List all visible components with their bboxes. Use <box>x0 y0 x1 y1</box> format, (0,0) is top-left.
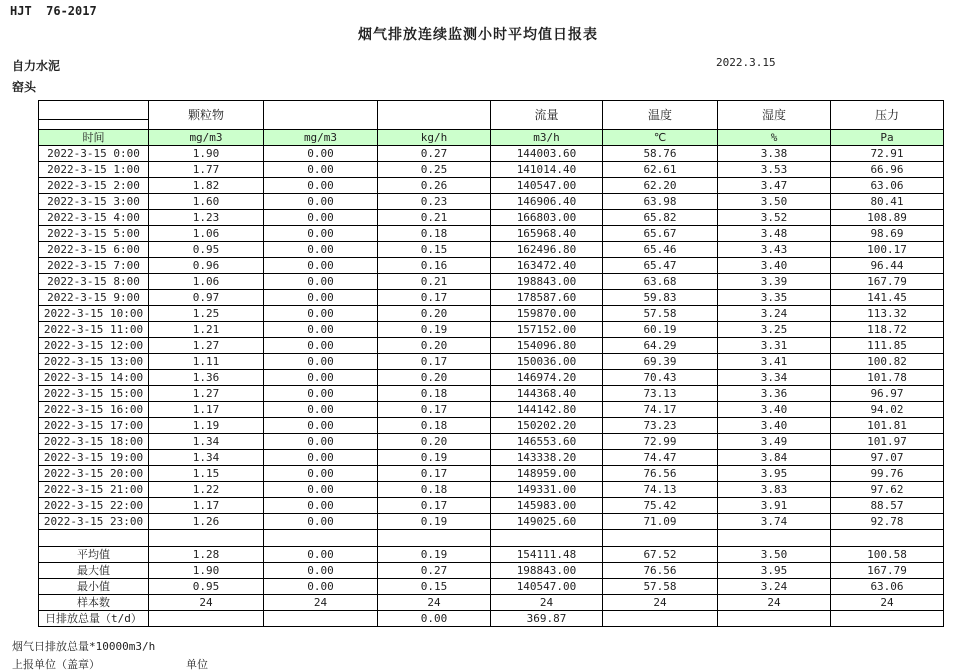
value-cell: 65.47 <box>603 258 718 274</box>
value-cell: 3.47 <box>718 178 831 194</box>
value-cell: 3.48 <box>718 226 831 242</box>
table-row <box>39 418 944 434</box>
value-cell: 140547.00 <box>491 579 603 595</box>
value-cell: 0.00 <box>264 386 378 402</box>
value-cell: 0.19 <box>378 450 491 466</box>
value-cell: 0.00 <box>264 322 378 338</box>
value-cell: 148959.00 <box>491 466 603 482</box>
value-cell: 1.15 <box>149 466 264 482</box>
value-cell: 71.09 <box>603 514 718 530</box>
value-cell: 1.34 <box>149 450 264 466</box>
value-cell: 1.06 <box>149 274 264 290</box>
value-cell: 24 <box>491 595 603 611</box>
value-cell: 97.62 <box>831 482 944 498</box>
unit-header-row <box>39 130 944 146</box>
value-cell: 0.19 <box>378 514 491 530</box>
row-label-cell: 日排放总量（t/d） <box>39 611 149 627</box>
row-label-cell: 2022-3-15 19:00 <box>39 450 149 466</box>
value-cell: 141.45 <box>831 290 944 306</box>
value-cell: 0.19 <box>378 547 491 563</box>
value-cell: 3.74 <box>718 514 831 530</box>
value-cell <box>831 530 944 547</box>
table-row <box>39 370 944 386</box>
value-cell: 0.95 <box>149 579 264 595</box>
value-cell: 1.21 <box>149 322 264 338</box>
row-label-cell: 2022-3-15 10:00 <box>39 306 149 322</box>
value-cell: 74.13 <box>603 482 718 498</box>
value-cell: 154111.48 <box>491 547 603 563</box>
value-cell: 149331.00 <box>491 482 603 498</box>
table-row <box>39 434 944 450</box>
value-cell: 140547.00 <box>491 178 603 194</box>
company-name: 自力水泥 <box>12 59 61 73</box>
value-cell: 3.95 <box>718 563 831 579</box>
table-row <box>39 306 944 322</box>
value-cell: 0.00 <box>264 434 378 450</box>
row-label-cell: 2022-3-15 13:00 <box>39 354 149 370</box>
value-cell: 163472.40 <box>491 258 603 274</box>
row-label-cell: 2022-3-15 4:00 <box>39 210 149 226</box>
value-cell: 66.96 <box>831 162 944 178</box>
value-cell: 369.87 <box>491 611 603 627</box>
value-cell: 111.85 <box>831 338 944 354</box>
spacer-row <box>39 530 944 547</box>
row-label-cell: 2022-3-15 2:00 <box>39 178 149 194</box>
value-cell: 3.34 <box>718 370 831 386</box>
group-header-row <box>39 101 944 120</box>
value-cell: 98.69 <box>831 226 944 242</box>
value-cell: 100.17 <box>831 242 944 258</box>
value-cell <box>149 611 264 627</box>
value-cell: 67.52 <box>603 547 718 563</box>
value-cell: 108.89 <box>831 210 944 226</box>
value-cell: 178587.60 <box>491 290 603 306</box>
table-row <box>39 146 944 162</box>
value-cell: 145983.00 <box>491 498 603 514</box>
row-label-cell: 2022-3-15 3:00 <box>39 194 149 210</box>
table-row <box>39 338 944 354</box>
table-row <box>39 242 944 258</box>
column-group-empty-1 <box>264 101 378 130</box>
table-row <box>39 322 944 338</box>
value-cell: 0.25 <box>378 162 491 178</box>
value-cell: 3.35 <box>718 290 831 306</box>
table-row <box>39 226 944 242</box>
value-cell: 3.24 <box>718 579 831 595</box>
value-cell: 0.00 <box>264 146 378 162</box>
report-table <box>38 100 944 627</box>
value-cell: 24 <box>264 595 378 611</box>
row-label-cell: 最大值 <box>39 563 149 579</box>
value-cell: 3.83 <box>718 482 831 498</box>
value-cell: 0.17 <box>378 466 491 482</box>
column-header-unit-mg2: mg/m3 <box>264 130 378 146</box>
value-cell: 149025.60 <box>491 514 603 530</box>
value-cell: 1.26 <box>149 514 264 530</box>
value-cell <box>491 530 603 547</box>
value-cell: 159870.00 <box>491 306 603 322</box>
value-cell: 0.26 <box>378 178 491 194</box>
value-cell <box>264 611 378 627</box>
column-header-unit-percent: % <box>718 130 831 146</box>
table-row <box>39 354 944 370</box>
value-cell: 75.42 <box>603 498 718 514</box>
value-cell: 0.16 <box>378 258 491 274</box>
value-cell: 0.95 <box>149 242 264 258</box>
doc-code: HJT 76-2017 <box>10 4 97 18</box>
value-cell: 0.00 <box>378 611 491 627</box>
value-cell: 3.24 <box>718 306 831 322</box>
value-cell: 0.18 <box>378 482 491 498</box>
value-cell <box>718 611 831 627</box>
value-cell: 0.00 <box>264 402 378 418</box>
value-cell: 167.79 <box>831 274 944 290</box>
value-cell: 60.19 <box>603 322 718 338</box>
value-cell: 1.77 <box>149 162 264 178</box>
value-cell: 100.82 <box>831 354 944 370</box>
value-cell: 167.79 <box>831 563 944 579</box>
value-cell: 1.25 <box>149 306 264 322</box>
value-cell: 63.06 <box>831 579 944 595</box>
value-cell: 3.36 <box>718 386 831 402</box>
value-cell: 1.90 <box>149 563 264 579</box>
value-cell: 0.18 <box>378 226 491 242</box>
value-cell: 0.23 <box>378 194 491 210</box>
value-cell: 99.76 <box>831 466 944 482</box>
value-cell: 150036.00 <box>491 354 603 370</box>
value-cell: 3.53 <box>718 162 831 178</box>
value-cell: 97.07 <box>831 450 944 466</box>
value-cell: 0.00 <box>264 242 378 258</box>
summary-row <box>39 611 944 627</box>
value-cell: 0.27 <box>378 146 491 162</box>
value-cell: 3.84 <box>718 450 831 466</box>
time-header-bottom-cell <box>39 120 149 130</box>
value-cell: 69.39 <box>603 354 718 370</box>
row-label-cell: 2022-3-15 0:00 <box>39 146 149 162</box>
row-label-cell: 2022-3-15 9:00 <box>39 290 149 306</box>
value-cell: 3.49 <box>718 434 831 450</box>
value-cell: 143338.20 <box>491 450 603 466</box>
value-cell <box>603 611 718 627</box>
footer-report-unit-label: 上报单位（盖章） <box>12 658 100 671</box>
value-cell <box>831 611 944 627</box>
column-header-unit-pa: Pa <box>831 130 944 146</box>
value-cell: 0.21 <box>378 274 491 290</box>
value-cell: 144368.40 <box>491 386 603 402</box>
value-cell: 0.27 <box>378 563 491 579</box>
row-label-cell: 2022-3-15 6:00 <box>39 242 149 258</box>
value-cell: 0.96 <box>149 258 264 274</box>
value-cell: 92.78 <box>831 514 944 530</box>
row-label-cell: 2022-3-15 15:00 <box>39 386 149 402</box>
table-row <box>39 482 944 498</box>
value-cell: 3.40 <box>718 418 831 434</box>
value-cell: 63.06 <box>831 178 944 194</box>
summary-row <box>39 547 944 563</box>
table-row <box>39 194 944 210</box>
row-label-cell: 2022-3-15 1:00 <box>39 162 149 178</box>
value-cell: 144003.60 <box>491 146 603 162</box>
value-cell <box>149 530 264 547</box>
value-cell: 24 <box>831 595 944 611</box>
table-row <box>39 162 944 178</box>
value-cell: 0.00 <box>264 579 378 595</box>
value-cell: 0.20 <box>378 434 491 450</box>
value-cell: 0.17 <box>378 290 491 306</box>
value-cell: 65.82 <box>603 210 718 226</box>
value-cell: 1.34 <box>149 434 264 450</box>
column-group-particulate: 颗粒物 <box>149 101 264 130</box>
value-cell: 72.91 <box>831 146 944 162</box>
value-cell: 165968.40 <box>491 226 603 242</box>
value-cell: 80.41 <box>831 194 944 210</box>
value-cell: 0.00 <box>264 178 378 194</box>
value-cell: 100.58 <box>831 547 944 563</box>
table-row <box>39 290 944 306</box>
value-cell: 198843.00 <box>491 563 603 579</box>
value-cell: 3.25 <box>718 322 831 338</box>
value-cell: 154096.80 <box>491 338 603 354</box>
value-cell: 63.98 <box>603 194 718 210</box>
value-cell: 96.97 <box>831 386 944 402</box>
value-cell: 0.19 <box>378 322 491 338</box>
value-cell: 64.29 <box>603 338 718 354</box>
value-cell: 113.32 <box>831 306 944 322</box>
value-cell: 3.31 <box>718 338 831 354</box>
value-cell: 65.46 <box>603 242 718 258</box>
value-cell: 101.97 <box>831 434 944 450</box>
column-header-unit-celsius: ℃ <box>603 130 718 146</box>
value-cell: 0.00 <box>264 290 378 306</box>
value-cell: 144142.80 <box>491 402 603 418</box>
row-label-cell: 最小值 <box>39 579 149 595</box>
column-group-humidity: 湿度 <box>718 101 831 130</box>
value-cell: 58.76 <box>603 146 718 162</box>
row-label-cell: 平均值 <box>39 547 149 563</box>
value-cell: 3.95 <box>718 466 831 482</box>
row-label-cell: 2022-3-15 21:00 <box>39 482 149 498</box>
value-cell: 1.17 <box>149 498 264 514</box>
value-cell: 1.36 <box>149 370 264 386</box>
table-row <box>39 466 944 482</box>
value-cell: 0.20 <box>378 370 491 386</box>
value-cell: 1.17 <box>149 402 264 418</box>
value-cell: 162496.80 <box>491 242 603 258</box>
row-label-cell: 2022-3-15 20:00 <box>39 466 149 482</box>
value-cell: 94.02 <box>831 402 944 418</box>
value-cell: 0.00 <box>264 274 378 290</box>
value-cell: 1.19 <box>149 418 264 434</box>
value-cell: 3.50 <box>718 547 831 563</box>
value-cell: 1.28 <box>149 547 264 563</box>
value-cell: 65.67 <box>603 226 718 242</box>
value-cell: 146906.40 <box>491 194 603 210</box>
time-header-top-cell <box>39 101 149 120</box>
value-cell: 1.23 <box>149 210 264 226</box>
value-cell: 198843.00 <box>491 274 603 290</box>
value-cell: 24 <box>718 595 831 611</box>
value-cell: 0.00 <box>264 498 378 514</box>
row-label-cell: 样本数 <box>39 595 149 611</box>
value-cell <box>718 530 831 547</box>
value-cell: 0.00 <box>264 210 378 226</box>
value-cell: 73.13 <box>603 386 718 402</box>
value-cell: 3.52 <box>718 210 831 226</box>
column-header-time: 时间 <box>39 130 149 146</box>
value-cell: 72.99 <box>603 434 718 450</box>
value-cell: 3.39 <box>718 274 831 290</box>
value-cell: 74.17 <box>603 402 718 418</box>
value-cell: 3.41 <box>718 354 831 370</box>
value-cell: 0.00 <box>264 306 378 322</box>
table-row <box>39 498 944 514</box>
row-label-cell: 2022-3-15 23:00 <box>39 514 149 530</box>
table-row <box>39 210 944 226</box>
value-cell: 0.97 <box>149 290 264 306</box>
value-cell: 1.27 <box>149 338 264 354</box>
column-group-flow: 流量 <box>491 101 603 130</box>
value-cell: 0.17 <box>378 498 491 514</box>
value-cell: 3.40 <box>718 258 831 274</box>
table-row <box>39 178 944 194</box>
value-cell: 150202.20 <box>491 418 603 434</box>
table-row <box>39 386 944 402</box>
table-row <box>39 258 944 274</box>
table-row <box>39 274 944 290</box>
value-cell: 0.18 <box>378 418 491 434</box>
footer-unit-label: 单位 <box>186 658 208 671</box>
value-cell: 1.11 <box>149 354 264 370</box>
value-cell: 73.23 <box>603 418 718 434</box>
table-row <box>39 402 944 418</box>
station-name: 窑头 <box>12 80 37 94</box>
value-cell: 1.22 <box>149 482 264 498</box>
value-cell: 70.43 <box>603 370 718 386</box>
value-cell: 0.00 <box>264 482 378 498</box>
value-cell: 0.21 <box>378 210 491 226</box>
table-row <box>39 450 944 466</box>
value-cell: 62.20 <box>603 178 718 194</box>
value-cell: 3.43 <box>718 242 831 258</box>
table-row <box>39 514 944 530</box>
value-cell: 1.82 <box>149 178 264 194</box>
value-cell: 0.00 <box>264 162 378 178</box>
value-cell: 0.00 <box>264 194 378 210</box>
value-cell: 24 <box>603 595 718 611</box>
column-header-unit-kgh: kg/h <box>378 130 491 146</box>
column-group-empty-2 <box>378 101 491 130</box>
value-cell: 1.60 <box>149 194 264 210</box>
value-cell: 3.38 <box>718 146 831 162</box>
row-label-cell: 2022-3-15 17:00 <box>39 418 149 434</box>
value-cell: 0.00 <box>264 547 378 563</box>
report-date: 2022.3.15 <box>716 56 776 69</box>
value-cell: 0.15 <box>378 242 491 258</box>
value-cell: 76.56 <box>603 466 718 482</box>
value-cell <box>603 530 718 547</box>
value-cell: 0.00 <box>264 418 378 434</box>
row-label-cell: 2022-3-15 7:00 <box>39 258 149 274</box>
value-cell: 0.00 <box>264 258 378 274</box>
row-label-cell: 2022-3-15 8:00 <box>39 274 149 290</box>
row-label-cell: 2022-3-15 5:00 <box>39 226 149 242</box>
value-cell: 118.72 <box>831 322 944 338</box>
value-cell: 63.68 <box>603 274 718 290</box>
value-cell: 88.57 <box>831 498 944 514</box>
value-cell: 0.00 <box>264 226 378 242</box>
value-cell: 57.58 <box>603 579 718 595</box>
value-cell: 0.00 <box>264 354 378 370</box>
value-cell: 3.91 <box>718 498 831 514</box>
summary-row <box>39 595 944 611</box>
footer-note: 烟气日排放总量*10000m3/h <box>12 640 156 653</box>
value-cell: 74.47 <box>603 450 718 466</box>
row-label-cell <box>39 530 149 547</box>
value-cell: 146553.60 <box>491 434 603 450</box>
value-cell: 3.50 <box>718 194 831 210</box>
value-cell <box>264 530 378 547</box>
summary-row <box>39 579 944 595</box>
value-cell: 24 <box>149 595 264 611</box>
value-cell: 1.90 <box>149 146 264 162</box>
column-header-unit-mg1: mg/m3 <box>149 130 264 146</box>
value-cell: 157152.00 <box>491 322 603 338</box>
column-header-unit-m3h: m3/h <box>491 130 603 146</box>
value-cell: 59.83 <box>603 290 718 306</box>
value-cell: 1.27 <box>149 386 264 402</box>
value-cell: 0.15 <box>378 579 491 595</box>
row-label-cell: 2022-3-15 22:00 <box>39 498 149 514</box>
value-cell: 101.78 <box>831 370 944 386</box>
page-title: 烟气排放连续监测小时平均值日报表 <box>358 27 598 43</box>
value-cell: 0.00 <box>264 450 378 466</box>
value-cell: 0.00 <box>264 466 378 482</box>
row-label-cell: 2022-3-15 16:00 <box>39 402 149 418</box>
value-cell: 0.20 <box>378 338 491 354</box>
value-cell: 96.44 <box>831 258 944 274</box>
value-cell: 62.61 <box>603 162 718 178</box>
summary-row <box>39 563 944 579</box>
value-cell: 24 <box>378 595 491 611</box>
value-cell: 0.20 <box>378 306 491 322</box>
value-cell: 0.17 <box>378 354 491 370</box>
value-cell: 0.00 <box>264 563 378 579</box>
column-group-pressure: 压力 <box>831 101 944 130</box>
value-cell: 0.17 <box>378 402 491 418</box>
column-group-temperature: 温度 <box>603 101 718 130</box>
row-label-cell: 2022-3-15 12:00 <box>39 338 149 354</box>
value-cell: 166803.00 <box>491 210 603 226</box>
row-label-cell: 2022-3-15 11:00 <box>39 322 149 338</box>
value-cell: 3.40 <box>718 402 831 418</box>
value-cell: 0.00 <box>264 338 378 354</box>
row-label-cell: 2022-3-15 14:00 <box>39 370 149 386</box>
value-cell: 141014.40 <box>491 162 603 178</box>
value-cell: 101.81 <box>831 418 944 434</box>
value-cell: 57.58 <box>603 306 718 322</box>
report-table-body <box>39 146 944 627</box>
row-label-cell: 2022-3-15 18:00 <box>39 434 149 450</box>
value-cell: 0.00 <box>264 370 378 386</box>
value-cell: 0.00 <box>264 514 378 530</box>
value-cell: 1.06 <box>149 226 264 242</box>
value-cell <box>378 530 491 547</box>
value-cell: 76.56 <box>603 563 718 579</box>
value-cell: 0.18 <box>378 386 491 402</box>
value-cell: 146974.20 <box>491 370 603 386</box>
